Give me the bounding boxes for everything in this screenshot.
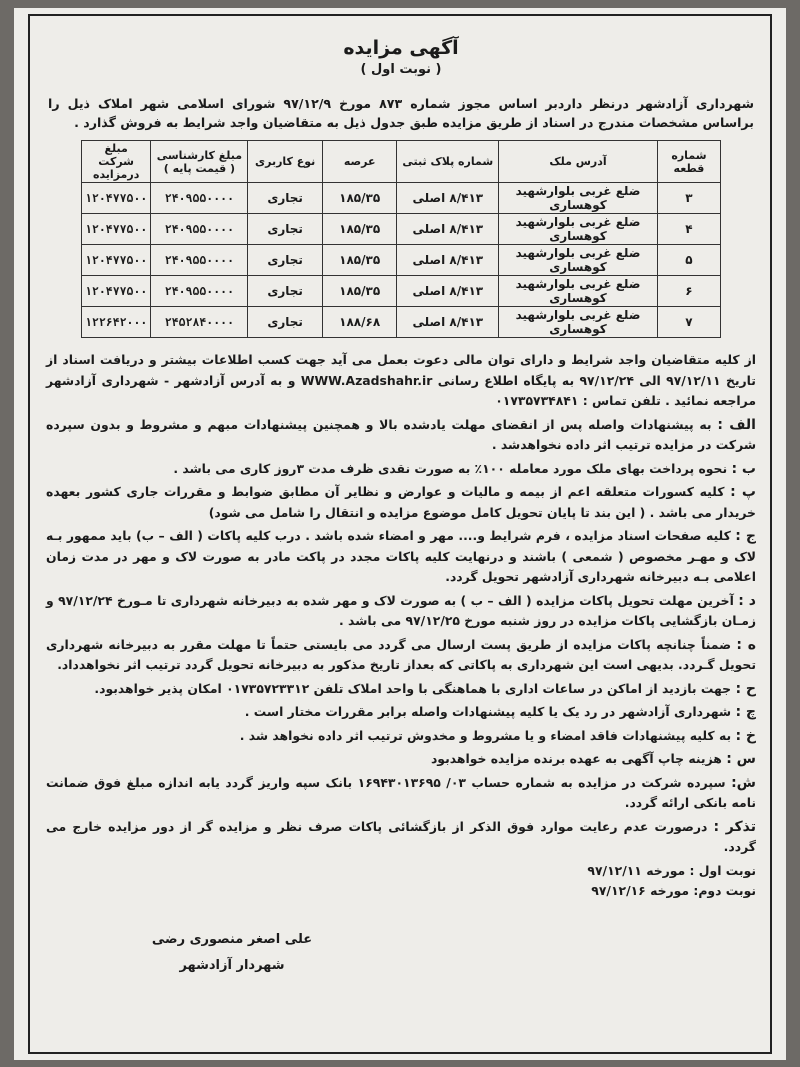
clause-key: ش: xyxy=(731,774,756,791)
clause-text: ضمناً چنانچه پاکات مزایده از طریق پست ارسال می گردد می بایستی حتماً تا مهلت مقرر به دبیرخانه شهرداری تحویل گـردد. بدیهی است این شهرداری به پاکاتی که بعداز تاریخ مذکور به دبیرخانه تحویل گردد ترتیب اثر نخواهدداد. xyxy=(46,636,756,672)
clause-he xyxy=(40,635,762,676)
cell-appraisal-price: ۲۴۵۲۸۴۰۰۰۰ xyxy=(151,307,248,338)
clause-sin xyxy=(40,749,762,770)
clause-che xyxy=(40,702,762,723)
cell-address: ضلع غربی بلوارشهید کوهساری xyxy=(499,307,658,338)
cell-appraisal-price: ۲۴۰۹۵۵۰۰۰۰ xyxy=(151,276,248,307)
cell-area: ۱۸۵/۳۵ xyxy=(322,245,397,276)
notice-date: ۹۷/۱۲/۱۶ xyxy=(591,882,646,898)
clause-text: جهت بازدید از اماکن در ساعات اداری با هماهنگی با واحد املاک تلفن ۰۱۷۳۵۷۲۳۳۱۲ امکان پذیر خواهدبود. xyxy=(94,680,732,696)
cell-area: ۱۸۸/۶۸ xyxy=(322,307,397,338)
cell-usage-type: تجاری xyxy=(248,214,322,245)
cell-deposit-amount: ۱۲۰۴۷۷۵۰۰ xyxy=(82,214,151,245)
cell-address: ضلع غربی بلوارشهید کوهساری xyxy=(499,276,658,307)
clause-key: پ : xyxy=(730,484,756,500)
property-table xyxy=(81,140,721,338)
table-row xyxy=(82,307,721,338)
notice-label: نوبت اول : مورخه xyxy=(646,862,756,878)
clause-key: ه : xyxy=(736,636,756,653)
cell-address: ضلع غربی بلوارشهید کوهساری xyxy=(499,214,658,245)
clause-key: تذکر : xyxy=(713,818,756,835)
clause-text: هزینه چاپ آگهی به عهده برنده مزایده خواهدبود xyxy=(430,751,722,766)
first-publication xyxy=(40,861,762,881)
cell-lot-number: ۵ xyxy=(657,245,720,276)
table-row xyxy=(82,183,721,214)
cell-deposit-amount: ۱۲۰۴۷۷۵۰۰ xyxy=(82,245,151,276)
clause-alef xyxy=(40,415,762,456)
cell-plate-number: ۸/۴۱۳ اصلی xyxy=(397,183,499,214)
cell-plate-number: ۸/۴۱۳ اصلی xyxy=(397,245,499,276)
clause-key: الف : xyxy=(717,416,756,433)
clause-key: خ : xyxy=(735,727,756,744)
notice-label: نوبت دوم: مورخه xyxy=(650,882,756,898)
clause-key: چ : xyxy=(735,704,756,720)
col-plate-number: شماره پلاک ثبتی xyxy=(397,141,499,183)
second-publication xyxy=(40,881,762,901)
clause-text: آخرین مهلت تحویل پاکات مزایده ( الف – ب ) به صورت لاک و مهر شده به دبیرخانه شهرداری تا مـورخ ۹۷/۱۲/۲۴ و زمـان بازگشایی پاکات مزایده در روز شنبه مورخ ۹۷/۱۲/۲۵ می باشد . xyxy=(46,592,756,628)
clause-text: کلیه صفحات اسناد مزایده ، فرم شرایط و.... مهر و امضاء شده باشد . درب کلیه پاکات ( الف – ب) باید ممهور بـه لاک و مهـر مخصوص ( شمعی ) باشند و درنهایت کلیه پاکات مجدد در پاکت مادر به صورت لاک و مهر در مدت زمان اعلامی بـه دبیرخانه شهرداری آزادشهر تحویل گردد. xyxy=(46,528,756,584)
cell-appraisal-price: ۲۴۰۹۵۵۰۰۰۰ xyxy=(151,214,248,245)
cell-appraisal-price: ۲۴۰۹۵۵۰۰۰۰ xyxy=(151,245,248,276)
auction-notice xyxy=(40,22,762,1047)
cell-address: ضلع غربی بلوارشهید کوهساری xyxy=(499,245,658,276)
cell-plate-number: ۸/۴۱۳ اصلی xyxy=(397,214,499,245)
col-address: آدرس ملک xyxy=(499,141,658,183)
notice-subtitle: ( نوبت اول ) xyxy=(360,62,442,77)
clause-key: د : xyxy=(738,592,756,609)
clause-text: به کلیه پیشنهادات فاقد امضاء و یا مشروط و مخدوش ترتیب اثر داده نخواهد شد . xyxy=(239,727,732,743)
cell-appraisal-price: ۲۴۰۹۵۵۰۰۰۰ xyxy=(151,183,248,214)
clause-be xyxy=(40,459,762,480)
clause-reminder xyxy=(40,817,762,858)
table-row xyxy=(82,276,721,307)
cell-deposit-amount: ۱۲۰۴۷۷۵۰۰ xyxy=(82,183,151,214)
cell-lot-number: ۳ xyxy=(657,183,720,214)
clause-text: به پیشنهادات واصله پس از انقضای مهلت یادشده بالا و همچنین پیشنهادات مبهم و مشروط و بدون سپرده شرکت در مزایده ترتیب اثر داده نخواهدشد . xyxy=(46,416,756,452)
table-row xyxy=(82,245,721,276)
signer-name: علی اصغر منصوری رضی xyxy=(151,932,313,947)
cell-lot-number: ۴ xyxy=(657,214,720,245)
cell-usage-type: تجاری xyxy=(248,183,322,214)
clause-text: درصورت عدم رعایت موارد فوق الذکر از بازگشائی پاکات صرف نظر و مزایده گر از دور مزایده خارج می گردد. xyxy=(46,818,756,854)
clause-text: کلیه کسورات متعلقه اعم از بیمه و مالیات و عوارض و نظایر آن مطابق ضوابط و مقررات جاری کشور بعهده خریدار می باشد . ( این بند تا پایان تحویل کامل موضوع مزایده و انتقال را شامل می شود) xyxy=(46,484,756,520)
signature-block xyxy=(132,927,332,979)
clause-text: سپرده شرکت در مزایده به شماره حساب ۰۳/ ۱۶۹۴۳۰۱۳۶۹۵ بانک سپه واریز گردد یابه اندازه مبلغ فوق ضمانت نامه بانکی ارائه گردد. xyxy=(46,774,756,810)
cell-usage-type: تجاری xyxy=(248,307,322,338)
signer-role: شهردار آزادشهر xyxy=(179,958,285,973)
notice-title: آگهی مزایده xyxy=(343,37,459,59)
cell-lot-number: ۷ xyxy=(657,307,720,338)
clause-jim xyxy=(40,526,762,588)
cell-area: ۱۸۵/۳۵ xyxy=(322,214,397,245)
col-appraisal-price: مبلغ کارشناسی ( قیمت پایه ) xyxy=(151,141,248,183)
col-lot-number: شماره قطعه xyxy=(657,141,720,183)
cell-usage-type: تجاری xyxy=(248,245,322,276)
cell-deposit-amount: ۱۲۲۶۴۲۰۰۰ xyxy=(82,307,151,338)
clause-key: س : xyxy=(726,751,756,767)
clause-text: شهرداری آزادشهر در رد یک یا کلیه پیشنهادات واصله برابر مقررات مختار است . xyxy=(244,704,732,719)
cell-lot-number: ۶ xyxy=(657,276,720,307)
col-area: عرصه xyxy=(322,141,397,183)
clause-key: ح : xyxy=(735,680,756,697)
notice-date: ۹۷/۱۲/۱۱ xyxy=(587,862,642,878)
cell-plate-number: ۸/۴۱۳ اصلی xyxy=(397,307,499,338)
clause-key: ج : xyxy=(735,528,756,544)
cell-deposit-amount: ۱۲۰۴۷۷۵۰۰ xyxy=(82,276,151,307)
table-row xyxy=(82,214,721,245)
intro-paragraph: شهرداری آزادشهر درنظر داردبر اساس مجوز شماره ۸۷۳ مورخ ۹۷/۱۲/۹ شورای اسلامی شهر املاک ذیل را براساس مشخصات مندرج در اسناد از طریق مزایده طبق جدول ذیل به متقاضیان واجد شرایط به فروش گذارد . xyxy=(48,96,754,130)
clause-text: نحوه پرداخت بهای ملک مورد معامله ۱۰۰٪ به صورت نقدی ظرف مدت ۳روز کاری می باشد . xyxy=(173,460,728,476)
table-header-row xyxy=(82,141,721,183)
invitation-paragraph: از کلیه متقاضیان واجد شرایط و دارای توان مالی دعوت بعمل می آید جهت کسب اطلاعات بیشتر و دریافت اسناد از تاریخ ۹۷/۱۲/۱۱ الی ۹۷/۱۲/۲۴ به پایگاه اطلاع رسانی WWW.Azadshahr.ir و به آدرس آزادشهر - شهرداری آزادشهر مراجعه نمائید . تلفن تماس : ۰۱۷۳۵۷۳۴۸۴۱ xyxy=(46,352,756,408)
cell-area: ۱۸۵/۳۵ xyxy=(322,276,397,307)
col-deposit-amount: مبلغ شرکت درمزایده xyxy=(82,141,151,183)
col-usage-type: نوع کاربری xyxy=(248,141,322,183)
clause-pe xyxy=(40,482,762,523)
cell-plate-number: ۸/۴۱۳ اصلی xyxy=(397,276,499,307)
cell-address: ضلع غربی بلوارشهید کوهساری xyxy=(499,183,658,214)
clause-khe xyxy=(40,726,762,747)
cell-usage-type: تجاری xyxy=(248,276,322,307)
clause-shin xyxy=(40,773,762,814)
clause-key: ب : xyxy=(731,460,756,477)
clause-he-jimi xyxy=(40,679,762,700)
clause-dal xyxy=(40,591,762,632)
cell-area: ۱۸۵/۳۵ xyxy=(322,183,397,214)
